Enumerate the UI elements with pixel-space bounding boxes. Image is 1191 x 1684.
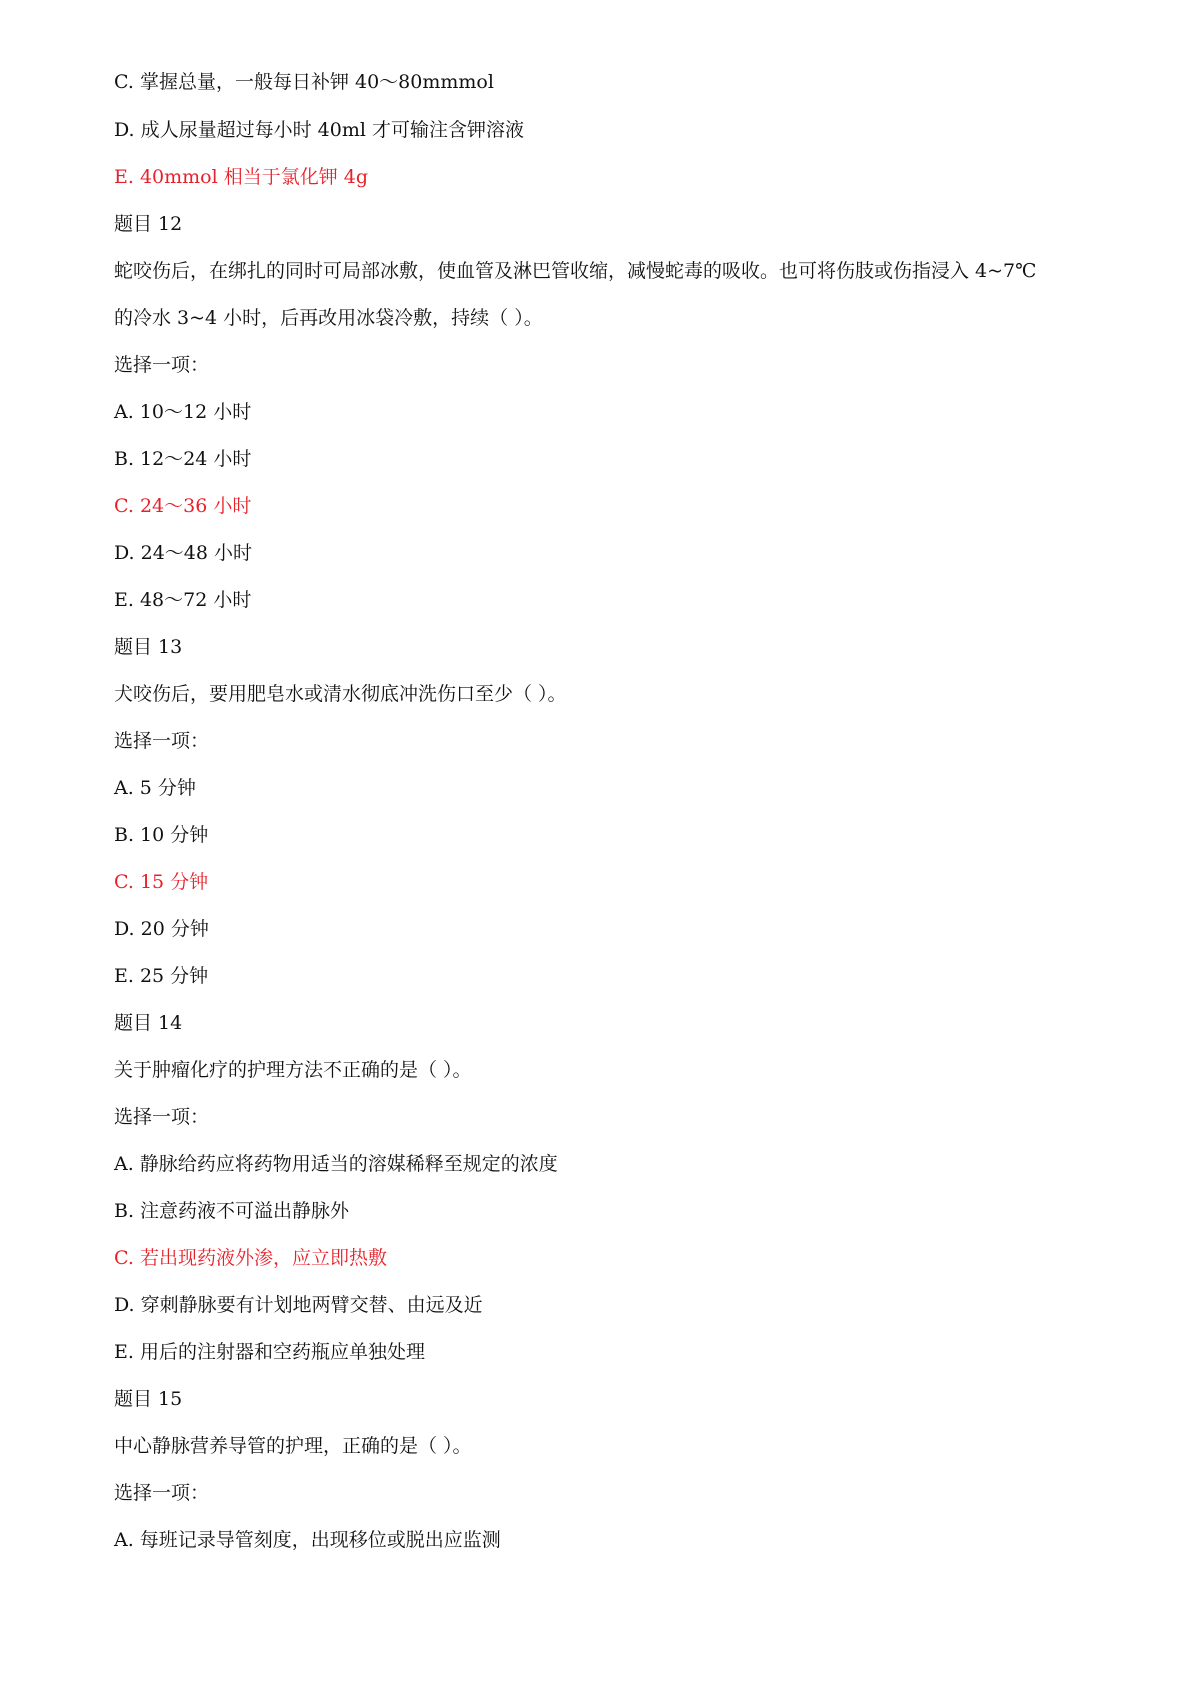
q13-option-b: B. 10 分钟: [114, 824, 209, 846]
q13-heading: 题目 13: [114, 636, 183, 658]
q11-option-e-correct: E. 40mmol 相当于氯化钾 4g: [114, 166, 369, 188]
q14-option-c-correct: C. 若出现药液外渗，应立即热敷: [114, 1247, 387, 1269]
q13-option-c-correct: C. 15 分钟: [114, 871, 209, 893]
q14-heading: 题目 14: [114, 1012, 183, 1034]
q14-stem: 关于肿瘤化疗的护理方法不正确的是（ ）。: [114, 1059, 472, 1081]
q15-prompt: 选择一项：: [114, 1482, 210, 1504]
q11-option-c: C. 掌握总量，一般每日补钾 40～80mmmol: [114, 71, 494, 93]
q14-option-d: D. 穿刺静脉要有计划地两臂交替、由远及近: [114, 1294, 483, 1316]
q12-option-b: B. 12～24 小时: [114, 448, 252, 470]
q12-heading: 题目 12: [114, 213, 183, 235]
q11-option-d: D. 成人尿量超过每小时 40ml 才可输注含钾溶液: [114, 119, 524, 141]
q12-option-d: D. 24～48 小时: [114, 542, 253, 564]
q15-heading: 题目 15: [114, 1388, 183, 1410]
q12-stem-line1: 蛇咬伤后，在绑扎的同时可局部冰敷，使血管及淋巴管收缩，减慢蛇毒的吸收。也可将伤肢或伤指浸入 4~7℃: [114, 260, 1037, 282]
q13-stem: 犬咬伤后，要用肥皂水或清水彻底冲洗伤口至少（ ）。: [114, 683, 567, 705]
q13-option-d: D. 20 分钟: [114, 918, 209, 940]
q12-option-a: A. 10～12 小时: [114, 401, 252, 423]
q12-stem-line2: 的冷水 3~4 小时，后再改用冰袋冷敷，持续（ ）。: [114, 307, 543, 329]
q15-option-a: A. 每班记录导管刻度，出现移位或脱出应监测: [114, 1529, 501, 1551]
q13-option-a: A. 5 分钟: [114, 777, 196, 799]
q15-stem: 中心静脉营养导管的护理，正确的是（ ）。: [114, 1435, 472, 1457]
q14-option-b: B. 注意药液不可溢出静脉外: [114, 1200, 350, 1222]
q13-prompt: 选择一项：: [114, 730, 210, 752]
q13-option-e: E. 25 分钟: [114, 965, 209, 987]
q14-prompt: 选择一项：: [114, 1106, 210, 1128]
q14-option-a: A. 静脉给药应将药物用适当的溶媒稀释至规定的浓度: [114, 1153, 558, 1175]
q12-option-e: E. 48～72 小时: [114, 589, 252, 611]
q12-prompt: 选择一项：: [114, 354, 210, 376]
q14-option-e: E. 用后的注射器和空药瓶应单独处理: [114, 1341, 425, 1363]
q12-option-c-correct: C. 24～36 小时: [114, 495, 252, 517]
